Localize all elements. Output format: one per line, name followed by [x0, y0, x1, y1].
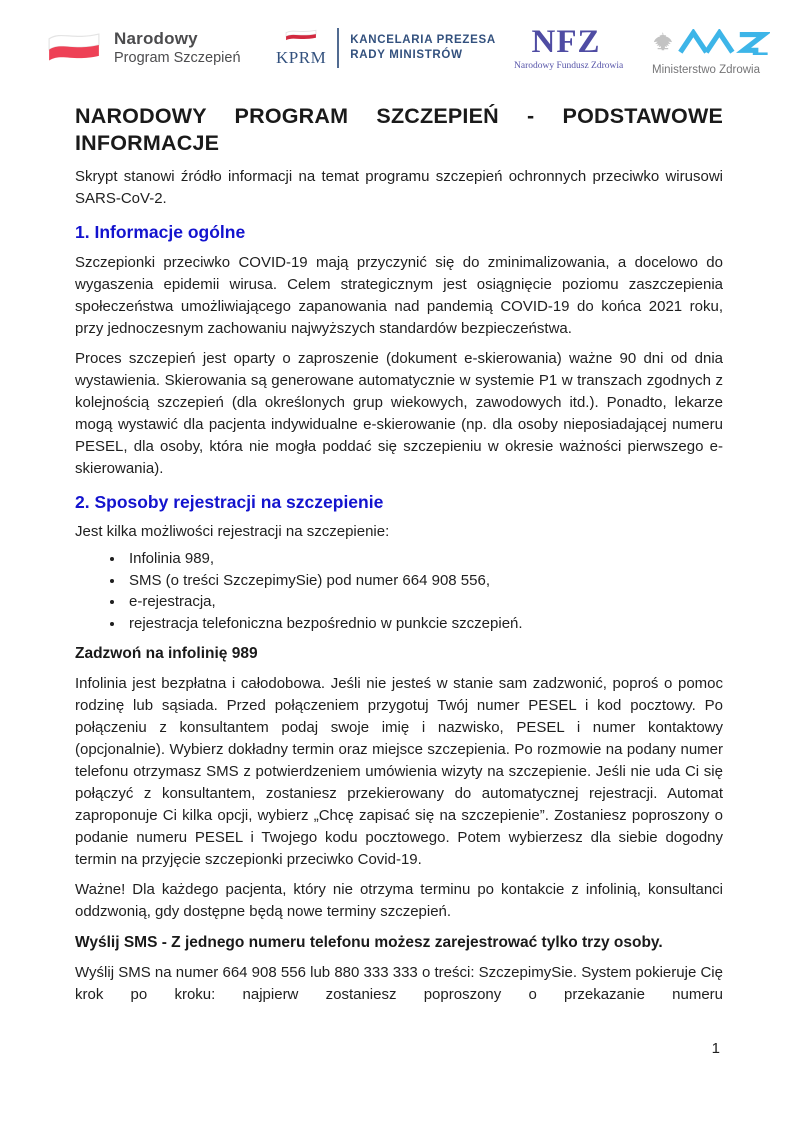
- kprm-logo-abbr: KPRM: [276, 48, 327, 67]
- nfz-logo-abbr: NFZ: [531, 24, 601, 60]
- list-item: • e-rejestracja,: [125, 591, 723, 613]
- nps-logo-subtitle: Program Szczepień: [114, 50, 241, 66]
- list-item: • rejestracja telefoniczna bezpośrednio w punkcie szczepień.: [125, 613, 723, 635]
- list-item: • Infolinia 989,: [125, 548, 723, 570]
- section1-paragraph-1: Szczepionki przeciwko COVID-19 mają przyczynić się do zminimalizowania, a docelowo do wygaszenia epidemii wirusa. Celem strategicznym jest osiągnięcie poziomu zaszczepienia społeczeństwa umożliwiającego zapanowania nad pandemią COVID-19 do końca 2021 roku, przy jednoczesnym zachowaniu najwyższych standardów bezpieczeństwa.: [75, 254, 723, 337]
- document-content: [0, 103, 800, 1006]
- logo-ministerstwo-zdrowia: [652, 32, 770, 76]
- mz-logo-label: Ministerstwo Zdrowia: [652, 64, 760, 76]
- waving-flag-icon: [46, 26, 102, 69]
- section1-heading: 1. Informacje ogólne: [75, 222, 246, 242]
- waving-flag-icon: [284, 28, 318, 47]
- kprm-logo-divider: [337, 28, 339, 68]
- header-logo-bar: [0, 0, 800, 85]
- nfz-logo-subtitle: Narodowy Fundusz Zdrowia: [514, 61, 624, 71]
- eagle-icon: [652, 31, 672, 60]
- registration-options-list: [75, 548, 723, 634]
- section2-lead: Jest kilka możliwości rejestracji na szczepienie:: [75, 523, 390, 540]
- logo-narodowy-program-szczepien: [46, 26, 241, 69]
- sms-paragraph-1: Wyślij SMS na numer 664 908 556 lub 880 333 333 o treści: SzczepimySie. System pokieruje Cię krok po kroku: najpierw zostaniesz poproszony o przekazanie numeru: [75, 964, 723, 1003]
- infolinia-paragraph-1: Infolinia jest bezpłatna i całodobowa. Jeśli nie jesteś w stanie sam zadzwonić, poproś o pomoc rodzinę lub sąsiada. Przed połączeniem przygotuj Twój numer PESEL i kod pocztowy. Po połączeniu z konsultantem podaj swoje imię i nazwisko, PESEL i numer kontaktowy (opcjonalnie). Wybierz dokładny termin oraz miejsce szczepienia. Po rozmowie na podany numer telefonu otrzymasz SMS z potwierdzeniem umówienia wizyty na szczepienie. Jeśli nie uda Ci się połączyć z konsultantem, zostaniesz przekierowany do automatycznej rejestracji. Automat zaproponuje Ci kilka opcji, wybierz „Chcę zapisać się na szczepienie”. Zostaniesz poproszony o podanie numeru PESEL i Twojego kodu pocztowego. Potem wybierzesz dla siebie dogodny termin na przyjęcie szczepionki przeciwko Covid-19.: [75, 675, 723, 868]
- infolinia-paragraph-2: Ważne! Dla każdego pacjenta, który nie otrzyma terminu po kontakcie z infolinią, konsultanci oddzwonią, gdy dostępne będą nowe terminy szczepień.: [75, 881, 723, 920]
- sms-subheading: Wyślij SMS - Z jednego numeru telefonu możesz zarejestrować tylko trzy osoby.: [75, 934, 663, 951]
- section2-heading: 2. Sposoby rejestracji na szczepienie: [75, 492, 384, 512]
- intro-paragraph: Skrypt stanowi źródło informacji na temat programu szczepień ochronnych przeciwko wirusowi SARS-CoV-2.: [75, 168, 723, 207]
- nps-logo-title: Narodowy: [114, 29, 198, 48]
- logo-nfz: [514, 24, 624, 71]
- infolinia-subheading: Zadzwoń na infolinię 989: [75, 645, 258, 662]
- kprm-logo-line1: KANCELARIA PREZESA: [350, 34, 496, 46]
- mz-zigzag-logo-icon: [678, 29, 770, 60]
- list-item: • SMS (o treści SzczepimySie) pod numer 664 908 556,: [125, 570, 723, 592]
- document-title: NARODOWY PROGRAM SZCZEPIEŃ - PODSTAWOWE INFORMACJE: [75, 104, 723, 155]
- page-number: 1: [711, 1040, 720, 1057]
- logo-kprm: [276, 28, 496, 68]
- section1-paragraph-2: Proces szczepień jest oparty o zaproszenie (dokument e-skierowania) ważne 90 dni od dnia wystawienia. Skierowania są generowane automatycznie w systemie P1 w transzach zgodnych z kolejnością szczepień (dla określonych grup wiekowych, zawodowych itd.). Ponadto, lekarze mogą wystawić dla pacjenta indywidualne e-skierowanie (np. dla osoby nieposiadającej numeru PESEL, dla osoby, która nie mogła poddać się szczepieniu w okresie ważności pierwszego e-skierowania).: [75, 350, 723, 477]
- kprm-logo-line2: RADY MINISTRÓW: [350, 49, 463, 61]
